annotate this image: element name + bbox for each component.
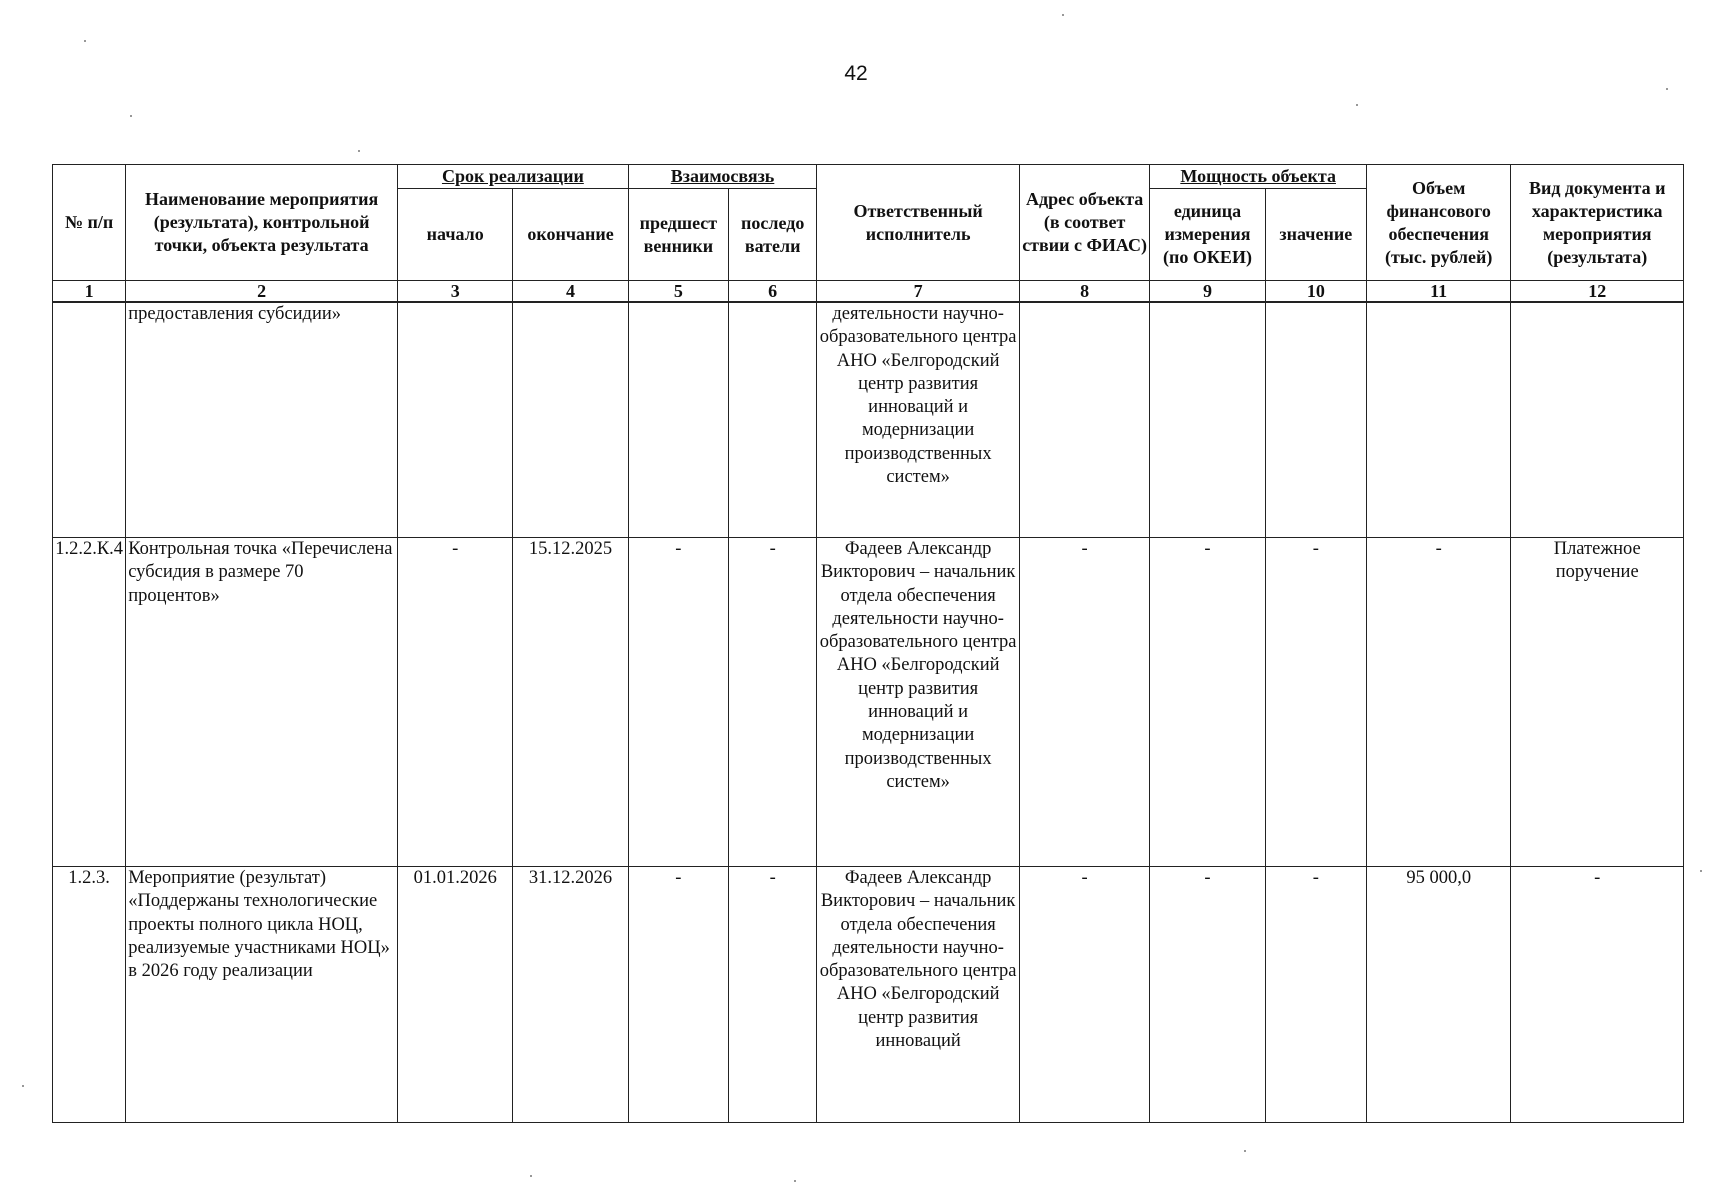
cell-prev: - (628, 867, 728, 1123)
scan-speck (794, 1180, 796, 1182)
cell-value: - (1265, 538, 1366, 867)
cell-address (1019, 302, 1149, 538)
header-term-group: Срок реализации (398, 165, 629, 189)
column-number: 12 (1511, 281, 1684, 303)
scan-speck (84, 40, 86, 42)
scan-speck (130, 115, 132, 117)
column-number: 6 (729, 281, 817, 303)
cell-start: 01.01.2026 (398, 867, 513, 1123)
cell-finance (1366, 302, 1510, 538)
cell-unit: - (1150, 867, 1265, 1123)
header-address: Адрес объекта (в соответ ствии с ФИАС) (1019, 165, 1149, 281)
cell-number: 1.2.3. (53, 867, 126, 1123)
column-number: 5 (628, 281, 728, 303)
header-term-end: окончание (513, 189, 628, 281)
column-number: 7 (817, 281, 1020, 303)
cell-next: - (729, 538, 817, 867)
cell-number: 1.2.2.К.4 (53, 538, 126, 867)
scan-speck (1062, 14, 1064, 16)
cell-responsible: Фадеев Александр Викторович – начальник отдела обеспечения деятельности научно-образовательного центра АНО «Белгородский центр развития инноваций (817, 867, 1020, 1123)
scan-speck (22, 1085, 24, 1087)
column-number: 1 (53, 281, 126, 303)
cell-start (398, 302, 513, 538)
cell-prev: - (628, 538, 728, 867)
header-finance: Объем финансового обеспечения (тыс. рублей) (1366, 165, 1510, 281)
header-capacity-value: значение (1265, 189, 1366, 281)
cell-next (729, 302, 817, 538)
table-row (53, 867, 1684, 1123)
column-number: 3 (398, 281, 513, 303)
cell-end: 15.12.2025 (513, 538, 628, 867)
scan-speck (1244, 1150, 1246, 1152)
scan-speck (1666, 88, 1668, 90)
cell-next: - (729, 867, 817, 1123)
cell-number (53, 302, 126, 538)
column-number: 4 (513, 281, 628, 303)
header-link-group: Взаимосвязь (628, 165, 817, 189)
column-number: 8 (1019, 281, 1149, 303)
header-link-next: последо ватели (729, 189, 817, 281)
cell-responsible: деятельности научно-образовательного центра АНО «Белгородский центр развития инноваций и модернизации производственных систем» (817, 302, 1020, 538)
header-name: Наименование мероприятия (результата), контрольной точки, объекта результата (126, 165, 398, 281)
cell-end: 31.12.2026 (513, 867, 628, 1123)
cell-finance: 95 000,0 (1366, 867, 1510, 1123)
cell-value (1265, 302, 1366, 538)
cell-name: Мероприятие (результат) «Поддержаны технологические проекты полного цикла НОЦ, реализуемые участниками НОЦ» в 2026 году реализации (126, 867, 398, 1123)
cell-address: - (1019, 538, 1149, 867)
cell-unit (1150, 302, 1265, 538)
cell-unit: - (1150, 538, 1265, 867)
cell-name: предоставления субсидии» (126, 302, 398, 538)
page-number: 42 (844, 62, 868, 85)
header-capacity-unit: единица измерения (по ОКЕИ) (1150, 189, 1265, 281)
header-capacity-group: Мощность объекта (1150, 165, 1367, 189)
cell-responsible: Фадеев Александр Викторович – начальник отдела обеспечения деятельности научно-образовательного центра АНО «Белгородский центр развития инноваций и модернизации производственных систем» (817, 538, 1020, 867)
column-number: 2 (126, 281, 398, 303)
scan-speck (530, 1175, 532, 1177)
table-row (53, 302, 1684, 538)
scan-speck (1700, 870, 1702, 872)
header-term-start: начало (398, 189, 513, 281)
header-document: Вид документа и характеристика мероприятия (результата) (1511, 165, 1684, 281)
cell-document: - (1511, 867, 1684, 1123)
scan-speck (1356, 104, 1358, 106)
column-number: 10 (1265, 281, 1366, 303)
scan-speck (358, 150, 360, 152)
cell-value: - (1265, 867, 1366, 1123)
column-number: 9 (1150, 281, 1265, 303)
cell-document: Платежное поручение (1511, 538, 1684, 867)
cell-start: - (398, 538, 513, 867)
cell-end (513, 302, 628, 538)
cell-finance: - (1366, 538, 1510, 867)
cell-document (1511, 302, 1684, 538)
header-link-prev: предшест венники (628, 189, 728, 281)
activities-table (52, 164, 1684, 1123)
table-row (53, 538, 1684, 867)
cell-prev (628, 302, 728, 538)
column-number: 11 (1366, 281, 1510, 303)
header-number: № п/п (53, 165, 126, 281)
header-responsible: Ответственный исполнитель (817, 165, 1020, 281)
cell-name: Контрольная точка «Перечислена субсидия в размере 70 процентов» (126, 538, 398, 867)
cell-address: - (1019, 867, 1149, 1123)
